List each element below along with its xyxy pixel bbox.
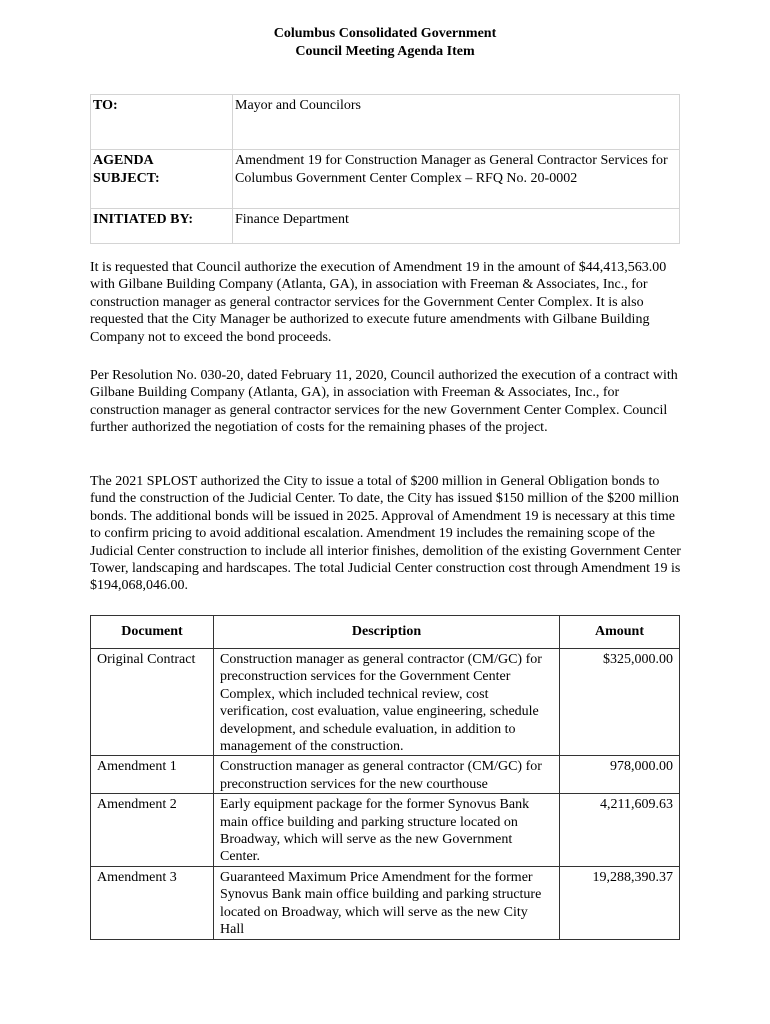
row-description: Guaranteed Maximum Price Amendment for the former Synovus Bank main office building and parking structure located on Broadway, which will serve as the new City Hall xyxy=(214,866,560,939)
row-amount: 4,211,609.63 xyxy=(560,794,680,867)
header-document: Document xyxy=(91,616,214,649)
initiated-value: Finance Department xyxy=(233,209,680,244)
row-description: Early equipment package for the former Synovus Bank main office building and parking structure located on Broadway, which will serve as the new Government Center. xyxy=(214,794,560,867)
to-value: Mayor and Councilors xyxy=(233,95,680,150)
header-subtitle: Council Meeting Agenda Item xyxy=(295,44,475,59)
table-row xyxy=(91,649,680,756)
row-amount: 19,288,390.37 xyxy=(560,866,680,939)
row-amount: $325,000.00 xyxy=(560,649,680,756)
table-row xyxy=(91,756,680,794)
subject-label xyxy=(91,150,233,209)
table-header-row xyxy=(91,616,680,649)
splost-paragraph: The 2021 SPLOST authorized the City to issue a total of $200 million in General Obligation bonds to fund the construction of the Judicial Center. To date, the City has issued $150 million of the $200 million bonds. The additional bonds will be issued in 2025. Approval of Amendment 19 is necessary at this time to confirm pricing to avoid additional escalation. Amendment 19 includes the remaining scope of the Judicial Center construction to include all interior finishes, demolition of the existing Government Center Tower, landscaping and hardscapes. The total Judicial Center construction cost through Amendment 19 is $194,068,046.00. xyxy=(90,474,681,594)
initiated-row xyxy=(91,209,680,244)
row-document: Amendment 3 xyxy=(91,866,214,939)
to-row xyxy=(91,95,680,150)
to-label: TO: xyxy=(91,95,233,150)
subject-label-line2: SUBJECT: xyxy=(93,171,160,186)
row-amount: 978,000.00 xyxy=(560,756,680,794)
request-paragraph: It is requested that Council authorize the execution of Amendment 19 in the amount of $44,413,563.00 with Gilbane Building Company (Atlanta, GA), in association with Freeman & Associates, Inc., for construction manager as general contractor services for the Government Center Complex. It is also requested that the City Manager be authorized to execute future amendments with Gilbane Building Company not to exceed the bond proceeds. xyxy=(90,260,667,345)
resolution-paragraph: Per Resolution No. 030-20, dated February 11, 2020, Council authorized the execution of a contract with Gilbane Building Company (Atlanta, GA), in association with Freeman & Associates, Inc., for construction manager as general contractor services for the new Government Center Complex. Council further authorized the negotiation of costs for the remaining phases of the project. xyxy=(90,368,678,436)
row-description: Construction manager as general contractor (CM/GC) for preconstruction services for the Government Center Complex, which included technical review, cost verification, cost evaluation, value engineering, schedule development, and schedule evaluation, in addition to management of the construction. xyxy=(214,649,560,756)
agenda-info-table xyxy=(90,94,680,244)
row-description: Construction manager as general contractor (CM/GC) for preconstruction services for the new courthouse xyxy=(214,756,560,794)
row-document: Original Contract xyxy=(91,649,214,756)
table-row xyxy=(91,794,680,867)
header-description: Description xyxy=(214,616,560,649)
document-header xyxy=(0,25,770,61)
table-row xyxy=(91,866,680,939)
row-document: Amendment 2 xyxy=(91,794,214,867)
header-title: Columbus Consolidated Government xyxy=(273,26,497,41)
row-document: Amendment 1 xyxy=(91,756,214,794)
amendments-table xyxy=(90,615,680,940)
subject-row xyxy=(91,150,680,209)
initiated-label: INITIATED BY: xyxy=(91,209,233,244)
subject-label-line1: AGENDA xyxy=(93,153,154,168)
subject-value: Amendment 19 for Construction Manager as General Contractor Services for Columbus Government Center Complex – RFQ No. 20-0002 xyxy=(233,150,680,209)
header-amount: Amount xyxy=(560,616,680,649)
